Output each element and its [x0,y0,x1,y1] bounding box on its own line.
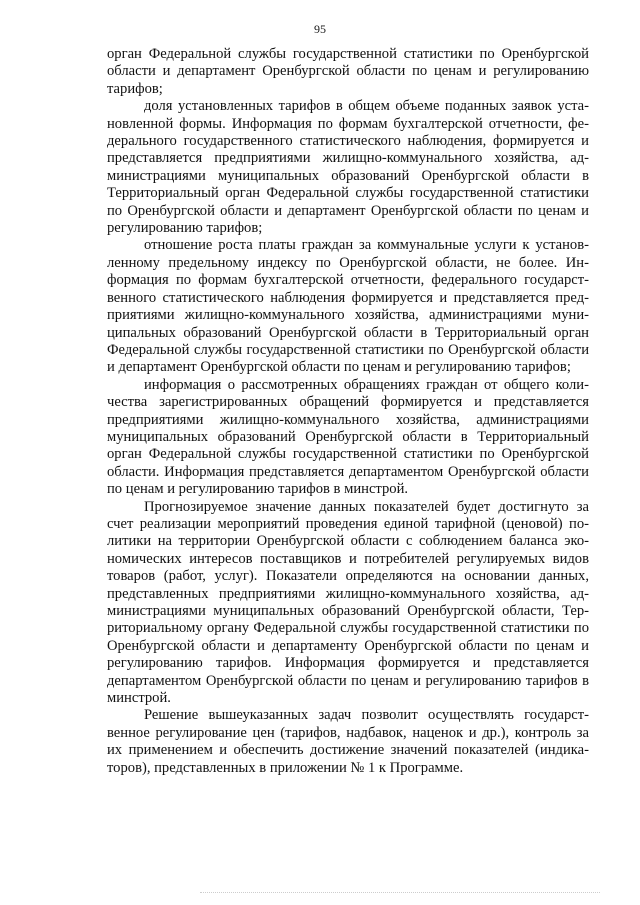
paragraph-1: орган Федеральной службы государственной статистики по Оренбургской области и департамент Оренбургской области по ценам и регулированию тарифов; [107,46,589,97]
document-body [107,46,589,777]
scan-footer-artifact [200,892,600,899]
paragraph-6: Решение вышеуказанных задач позволит осуществлять государственное регулирование цен (тарифов, надбавок, наценок и др.), контроль за их применением и обеспечить достижение значений показателей (индикаторов), представленных в приложении № 1 к Программе. [107,707,589,776]
page-number: 95 [314,22,326,36]
paragraph-4: информация о рассмотренных обращениях граждан от общего количества зарегистрированных обращений формируется и представляется предприятиями жилищно-коммунального хозяйства, администрациями муниципальных образований Оренбургской области в Территориальный орган Федеральной службы государственной статистики по Оренбургской области. Информация представляется департаментом Оренбургской области по ценам и регулированию тарифов в минстрой. [107,376,589,498]
paragraph-2: доля установленных тарифов в общем объеме поданных заявок установленной формы. Информация по формам бухгалтерской отчетности, федерального государственного статистического наблюдения, формируется и представляется предприятиями жилищно-коммунального хозяйства, администрациями муниципальных образований Оренбургской области в Территориальный орган Федеральной службы государственной статистики по Оренбургской области и департамент Оренбургской области по ценам и регулированию тарифов; [107,98,589,237]
paragraph-5: Прогнозируемое значение данных показателей будет достигнуто за счет реализации мероприятий проведения единой тарифной (ценовой) политики на территории Оренбургской области с соблюдением баланса экономических интересов поставщиков и потребителей регулируемых видов товаров (работ, услуг). Показатели определяются на основании данных, представленных предприятиями жилищно-коммунального хозяйства, администрациями муниципальных образований Оренбургской области, Территориальному органу Федеральной службы государственной статистики по Оренбургской области и департаменту Оренбургской области по ценам и регулированию тарифов. Информация формируется и представляется департаментом Оренбургской области по ценам и регулированию тарифов в минстрой. [107,498,589,707]
paragraph-3: отношение роста платы граждан за коммунальные услуги к установленному предельному индексу по Оренбургской области, не более. Информация по формам бухгалтерской отчетности, федерального государственного статистического наблюдения формируется и представляется предприятиями жилищно-коммунального хозяйства, администрациями муниципальных образований Оренбургской области в Территориальный орган Федеральной службы государственной статистики по Оренбургской области и департамент Оренбургской области по ценам и регулированию тарифов; [107,237,589,376]
